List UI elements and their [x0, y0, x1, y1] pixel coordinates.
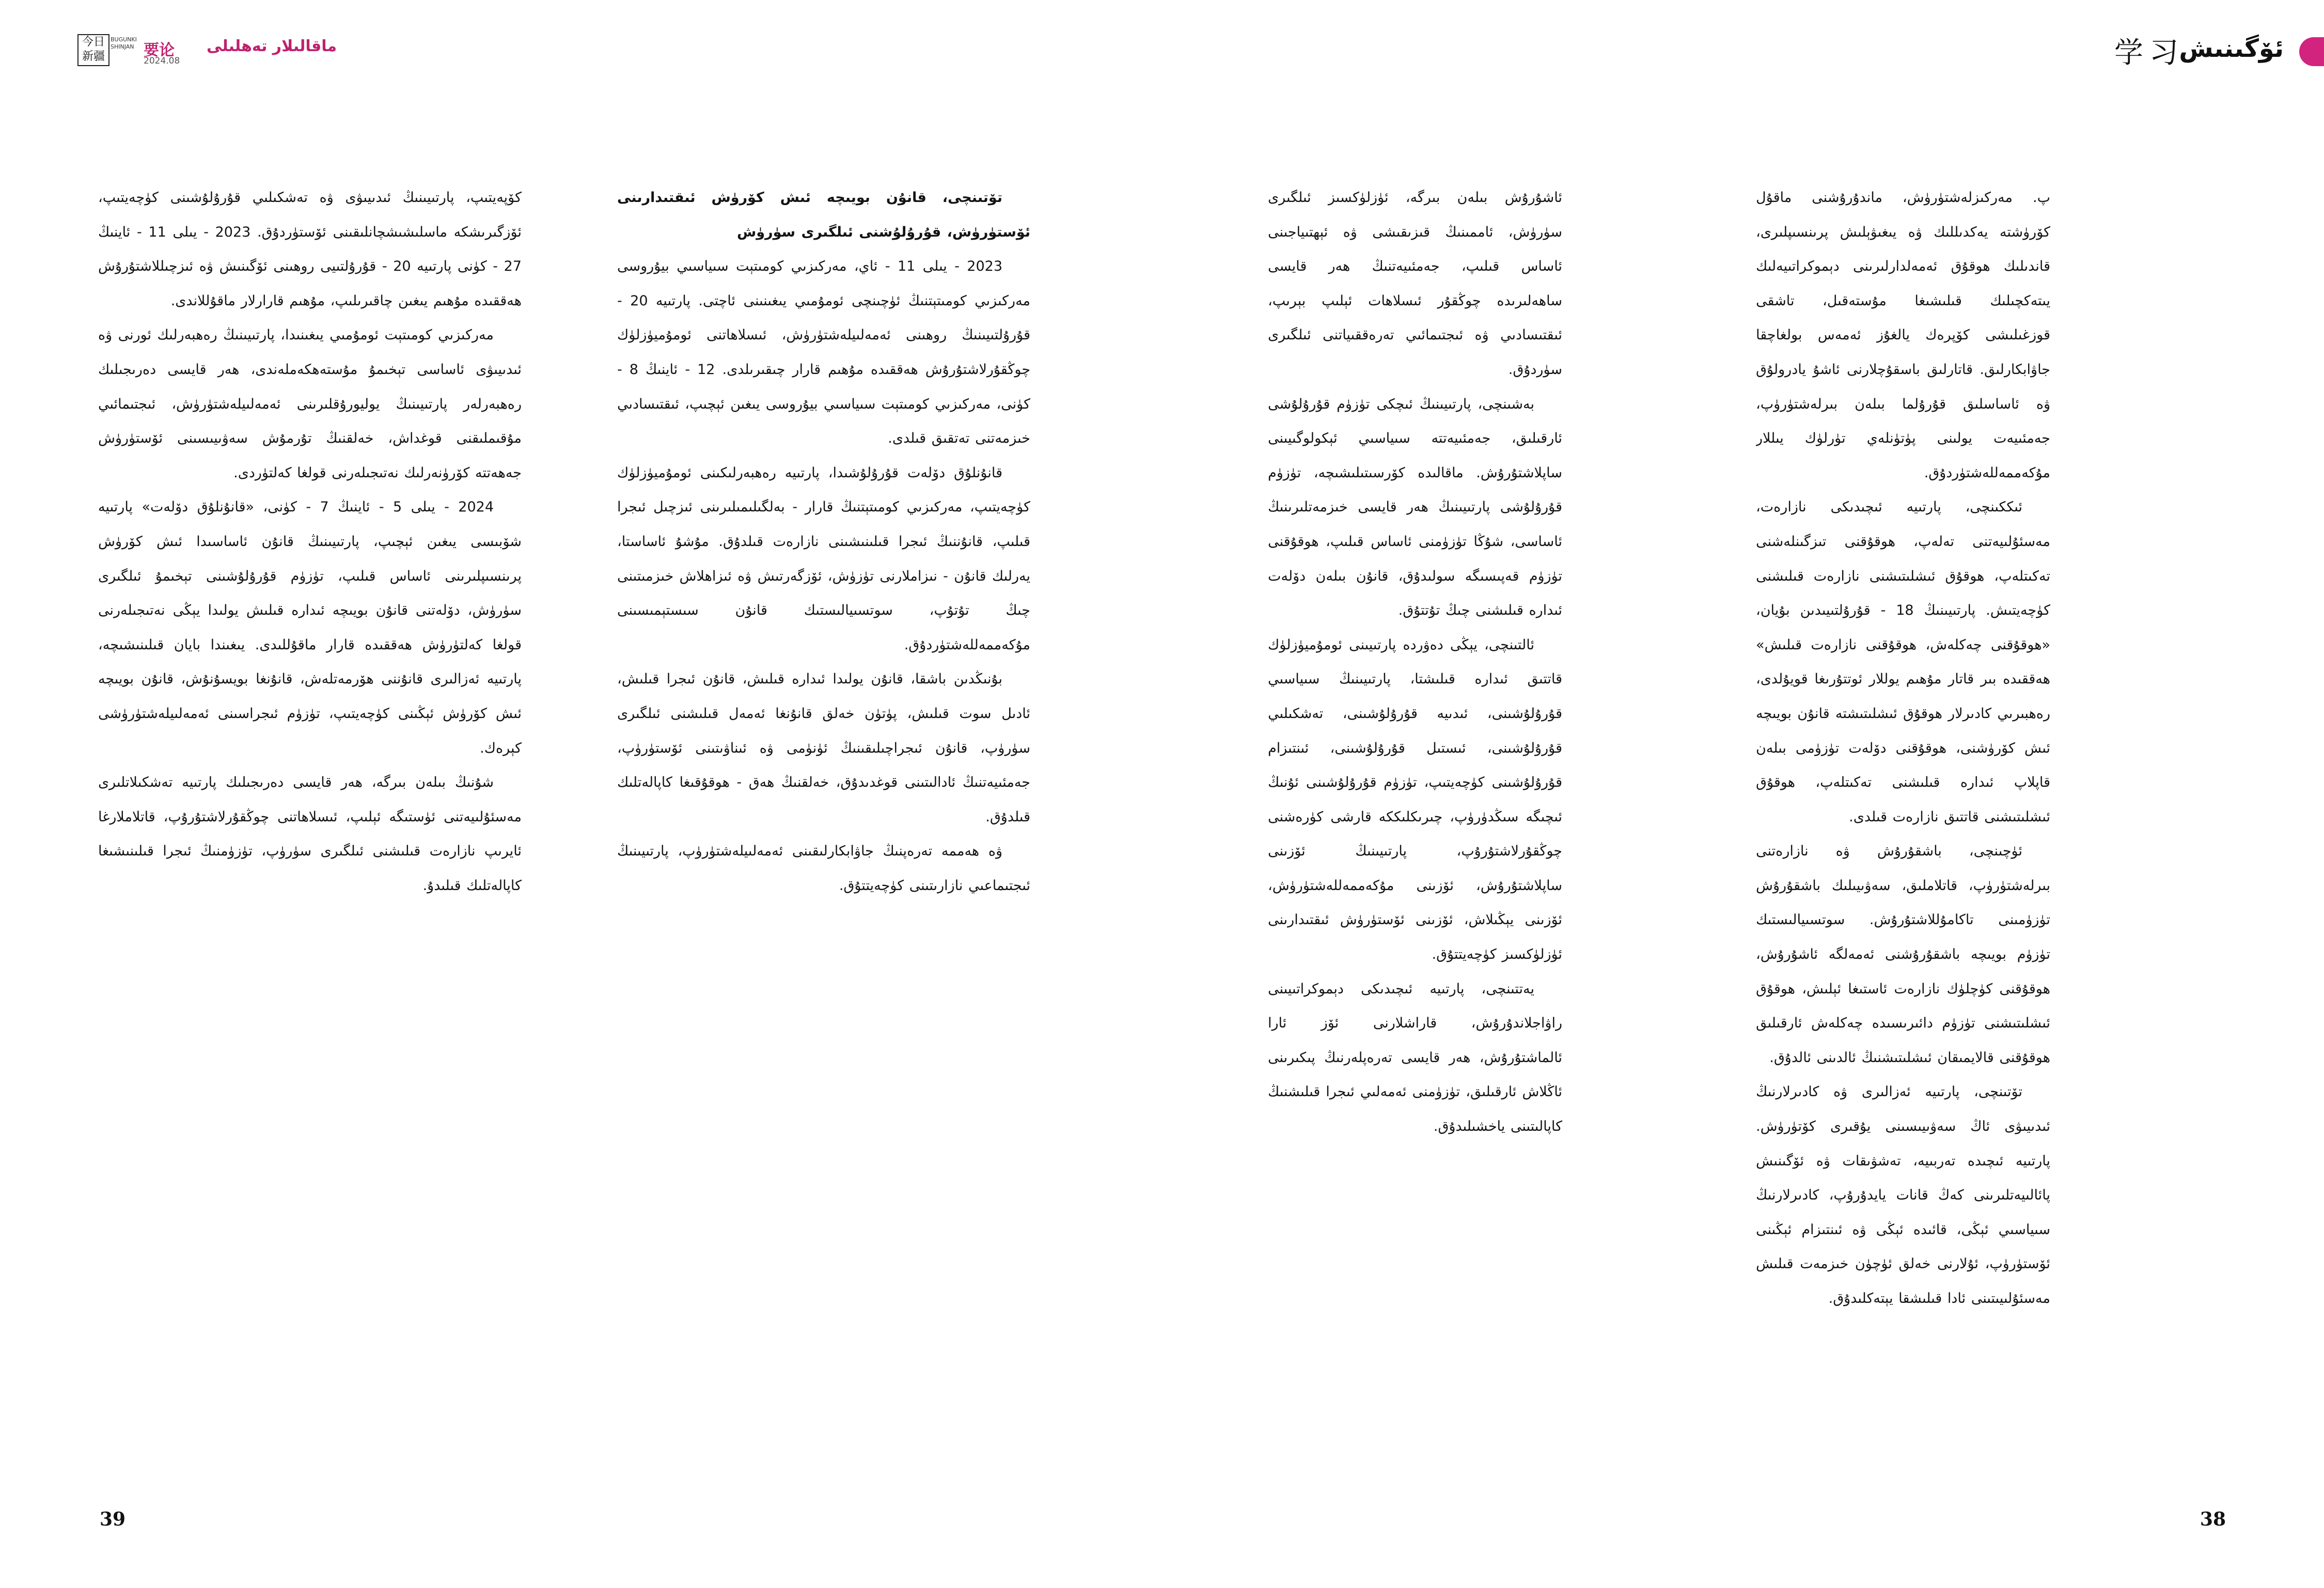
paragraph: ئالتىنچى، يېڭى دەۋردە پارتىيىنى ئومۇميۈزلۈك قاتتىق ئىدارە قىلىشتا، پارتىيىنىڭ سىياسىي قۇرۇلۇشىنى، ئىدىيە قۇرۇلۇشىنى، تەشكىلىي قۇرۇلۇشىنى، ئىستىل قۇرۇلۇشىنى، ئىنتىزام قۇرۇلۇشىنى كۈچەيتىپ، تۈزۈم قۇرۇلۇشىنى ئۇنىڭ ئىچىگە سىڭدۈرۈپ، چىرىكلىككە قارشى كۈرەشنى چوڭقۇرلاشتۇرۇپ، پارتىيىنىڭ ئۆزىنى ساپلاشتۇرۇش، ئۆزىنى مۇكەممەللەشتۈرۈش، ئۆزىنى يېڭىلاش، ئۆزىنى ئۆستۈرۈش ئىقتىدارىنى ئۈزلۈكسىز كۈچەيتتۇق.: [1268, 636, 1562, 963]
paragraph: مەركىزىي كومىتېت ئومۇمىي يىغىنىدا، پارتىيىنىڭ رەھبەرلىك ئورنى ۋە ئىدىيىۋى ئاساسى تېخىمۇ مۇستەھكەملەندى، ھەر قايسى دەرىجىلىك رەھبەرلەر پارتىيىنىڭ يوليورۇقلىرىنى ئەمەلىيلەشتۈرۈش، ئىجتىمائىي مۇقىملىقنى قوغداش، خەلقنىڭ تۇرمۇش سەۋىيىسىنى ئۆستۈرۈش جەھەتتە كۆرۈنەرلىك نەتىجىلەرنى قولغا كەلتۈردى.: [98, 327, 522, 481]
masthead-right: [1911, 0, 2324, 70]
logo-subtext: BUGUNKI SHINJAN: [111, 36, 137, 50]
paragraph: بۇنىڭدىن باشقا، قانۇن يولىدا ئىدارە قىلىش، قانۇن ئىجرا قىلىش، ئادىل سوت قىلىش، پۈتۈن خەلق قانۇنغا ئەمەل قىلىشنى ئىلگىرى سۈرۈپ، قانۇن ئىجراچىلىقىنىڭ ئۈنۈمى ۋە ئىناۋىتىنى ئۆستۈرۈپ، جەمئىيەتنىڭ ئادالىتىنى قوغدىدۇق، خەلقنىڭ ھەق - ھوقۇقىغا كاپالەتلىك قىلدۇق.: [617, 671, 1030, 825]
paragraph: ئىككىنچى، پارتىيە ئىچىدىكى نازارەت، مەسئۇلىيەتنى تەلەپ، ھوقۇقنى تىزگىنلەشنى تەكىتلەپ، ھوقۇق ئىشلىتىشنى نازارەت قىلىشنى كۈچەيتىش. پارتىيىنىڭ 18 - قۇرۇلتىيىدىن بۇيان، «ھوقۇقنى چەكلەش، ھوقۇقنى نازارەت قىلىش» ھەققىدە بىر قاتار مۇھىم يوللار ئوتتۇرىغا قويۇلدى، رەھبىرىي كادىرلار ھوقۇق ئىشلىتىشتە قانۇن بويىچە ئىش كۆرۈشنى، ھوقۇقنى دۆلەت تۈزۈمى بىلەن قاپلاپ ئىدارە قىلىشنى تەكىتلەپ، ھوقۇق ئىشلىتىشنى قاتتىق نازارەت قىلدى.: [1756, 499, 2050, 825]
paragraph: شۇنىڭ بىلەن بىرگە، ھەر قايسى دەرىجىلىك پارتىيە تەشكىلاتلىرى مەسئۇلىيەتنى ئۈستىگە ئېلىپ، ئىسلاھاتنى چوڭقۇرلاشتۇرۇپ، قاتلاملارغا ئايرىپ نازارەت قىلىشنى ئىلگىرى سۈرۈپ، تۈزۈمنىڭ ئىجرا قىلىنىشىغا كاپالەتلىك قىلىدۇ.: [98, 774, 522, 894]
section-tab-marker: [2299, 37, 2324, 66]
magazine-section-cn: 要论: [144, 41, 175, 59]
logo-box: 今日 新疆: [77, 34, 109, 66]
masthead-left: [77, 0, 491, 66]
section-title-ug: ئۆگىنىش: [2179, 34, 2284, 63]
text-column-3: [617, 181, 1030, 1501]
magazine-logo: [77, 34, 139, 67]
text-column-4: [98, 181, 522, 1501]
page-number-right: 38: [2200, 1508, 2226, 1530]
paragraph: قانۇنلۇق دۆلەت قۇرۇلۇشىدا، پارتىيە رەھبەرلىكىنى ئومۇميۈزلۈك كۈچەيتىپ، مەركىزىي كومىتېتنىڭ قارار - بەلگىلىمىلىرىنى ئىزچىل ئىجرا قىلىپ، قانۇننىڭ ئىجرا قىلىنىشىنى نازارەت قىلدۇق. مۇشۇ ئاساستا، يەرلىك قانۇن - نىزاملارنى تۈزۈش، ئۆزگەرتىش ۋە ئىزاھلاش خىزمىتىنى چىڭ تۇتۇپ، سوتسىيالىستىك قانۇن سىستېمىسىنى مۇكەممەللەشتۈردۇق.: [617, 464, 1030, 653]
text-column-2: [1268, 181, 1562, 1501]
paragraph: 2024 - يىلى 5 - ئاينىڭ 7 - كۈنى، «قانۇنلۇق دۆلەت» پارتىيە شۆبىسى يىغىن ئېچىپ، پارتىيىنىڭ قانۇن ئاساسىدا ئىش كۆرۈش پرىنسىپلىرىنى ئاساس قىلىپ، تۈزۈم قۇرۇلۇشىنى تېخىمۇ ئىلگىرى سۈرۈش، دۆلەتنى قانۇن بويىچە ئىدارە قىلىش يولىدا يېڭى نەتىجىلەرنى قولغا كەلتۈرۈش ھەققىدە قارار ماقۇللىدى. يىغىندا بايان قىلىنىشىچە، پارتىيە ئەزالىرى قانۇننى ھۆرمەتلەش، قانۇنغا بويسۇنۇش، قانۇن بويىچە ئىش كۆرۈش ئېڭىنى كۈچەيتىپ، تۈزۈم ئىجراسىنى ئەمەلىيلەشتۈرۈشى كېرەك.: [98, 499, 522, 756]
paragraph: بەشىنچى، پارتىيىنىڭ ئىچكى تۈزۈم قۇرۇلۇشى ئارقىلىق، جەمئىيەتتە سىياسىي ئېكولوگىيىنى ساپلاشتۇرۇش. ماقالىدە كۆرسىتىلىشىچە، تۈزۈم قۇرۇلۇشى پارتىيىنىڭ ھەر قايسى خىزمەتلىرىنىڭ ئاساسى، شۇڭا تۈزۈمنى ئاساس قىلىپ، ھوقۇقنى تۈزۈم قەپىسىگە سولىدۇق، قانۇن بىلەن دۆلەت ئىدارە قىلىشنى چىڭ تۇتتۇق.: [1268, 396, 1562, 619]
article-heading: تۆتىنچى، قانۇن بويىچە ئىش كۆرۈش ئىقتىدارىنى ئۆستۈرۈش، قۇرۇلۇشنى ئىلگىرى سۈرۈش: [617, 190, 1030, 240]
magazine-section-ug: ماقالىلار تەھلىلى: [207, 37, 337, 55]
paragraph: ۋە ھەممە تەرەپنىڭ جاۋابكارلىقىنى ئەمەلىيلەشتۈرۈپ، پارتىيىنىڭ ئىجتىماعىي نازارىتىنى كۈچەيتتۇق.: [617, 843, 1030, 894]
section-title-cn: 学习: [2114, 36, 2185, 70]
paragraph: يەتتىنچى، پارتىيە ئىچىدىكى دېموكراتىيىنى راۋاجلاندۇرۇش، قاراشلارنى ئۆز ئارا ئالماشتۇرۇش، ھەر قايسى تەرەپلەرنىڭ پىكىرىنى ئاڭلاش ئارقىلىق، تۈزۈمنى ئەمەلىي ئىجرا قىلىشنىڭ كاپالىتىنى ياخشىلىدۇق.: [1268, 980, 1562, 1135]
paragraph: ئۈچىنچى، باشقۇرۇش ۋە نازارەتنى بىرلەشتۈرۈپ، قاتلاملىق، سەۋىيىلىك باشقۇرۇش تۈزۈمىنى تاكامۇللاشتۇرۇش. سوتسىيالىستىك تۈزۈم بويىچە باشقۇرۇشنى ئەمەلگە ئاشۇرۇش، ھوقۇقنى كۈچلۈك نازارەت ئاستىغا ئېلىش، ھوقۇق ئىشلىتىشنى تۈزۈم دائىرىسىدە چەكلەش ئارقىلىق ھوقۇقنى قالايمىقان ئىشلىتىشنىڭ ئالدىنى ئالدۇق.: [1756, 843, 2050, 1066]
text-column-1: [1756, 181, 2050, 1501]
paragraph: تۆتىنچى، پارتىيە ئەزالىرى ۋە كادىرلارنىڭ ئىدىيىۋى ئاڭ سەۋىيىسىنى يۇقىرى كۆتۈرۈش. پارتىيە ئىچىدە تەربىيە، تەشۋىقات ۋە ئۆگىنىش پائالىيەتلىرىنى كەڭ قانات يايدۇرۇپ، كادىرلارنىڭ سىياسىي ئېڭى، قائىدە ئېڭى ۋە ئىنتىزام ئېڭىنى ئۆستۈرۈپ، ئۇلارنى خەلق ئۈچۈن خىزمەت قىلىش مەسئۇلىيىتىنى ئادا قىلىشقا يېتەكلىدۇق.: [1756, 1084, 2050, 1306]
paragraph: پ. مەركىزلەشتۈرۈش، ماندۇرۇشنى ماقۇل كۆرۈشتە يەكدىللىك ۋە يىغىۋېلىش پرىنسىپلىرى، قاندىلىك ھوقۇق ئەمەلدارلىرىنى دېموكراتىيەلىك يىتەكچىلىك قىلىشىغا مۇستەقىل، تاشقى قوزغىلىشى كۆپرەك يالغۇز ئەمەس بولغاچقا جاۋابكارلىق. قاتارلىق باسقۇچلارنى ئاشۇ يادرولۇق ۋە ئاساسلىق قۇرۇلما بىلەن بىرلەشتۈرۈپ، جەمئىيەت يولىنى پۈتۈنلەي تۈرلۈك يىللار مۇكەممەللەشتۈردۇق.: [1756, 190, 2050, 481]
paragraph: كۆپەيتىپ، پارتىيىنىڭ ئىدىيىۋى ۋە تەشكىلىي قۇرۇلۇشىنى كۈچەيتىپ، ئۆزگىرىشكە ماسلىشىشچانلىقىنى ئۆستۈردۇق. 2023 - يىلى 11 - ئاينىڭ 27 - كۈنى پارتىيە 20 - قۇرۇلتىيى روھىنى ئۆگىنىش ۋە ئىزچىللاشتۇرۇش ھەققىدە مۇھىم يىغىن چاقىرىلىپ، مۇھىم قارارلار ماقۇللاندى.: [98, 190, 522, 309]
paragraph: ئاشۇرۇش بىلەن بىرگە، ئۈزلۈكسىز ئىلگىرى سۈرۈش، ئاممىنىڭ قىزىقىشى ۋە ئېھتىياجىنى ئاساس قىلىپ، جەمئىيەتنىڭ ھەر قايسى ساھەلىرىدە چوڭقۇر ئىسلاھات ئېلىپ بېرىپ، ئىقتىسادىي ۋە ئىجتىمائىي تەرەققىياتنى ئىلگىرى سۈردۇق.: [1268, 190, 1562, 378]
paragraph: 2023 - يىلى 11 - ئاي، مەركىزىي كومىتېت سىياسىي بيۇروسى مەركىزىي كومىتېتنىڭ ئۈچىنچى ئومۇمىي يىغىنىنى ئاچتى. پارتىيە 20 - قۇرۇلتىيىنىڭ روھىنى ئەمەلىيلەشتۈرۈش، ئىسلاھاتنى ئومۇميۈزلۈك چوڭقۇرلاشتۇرۇش ھەققىدە مۇھىم قارار چىقىرىلدى. 12 - ئاينىڭ 8 - كۈنى، مەركىزىي كومىتېت سىياسىي بيۇروسى يىغىن ئېچىپ، ئىقتىسادىي خىزمەتنى تەتقىق قىلدى.: [617, 258, 1030, 447]
issue-date: 2024.08: [144, 56, 180, 66]
page-number-left: 39: [100, 1508, 126, 1530]
